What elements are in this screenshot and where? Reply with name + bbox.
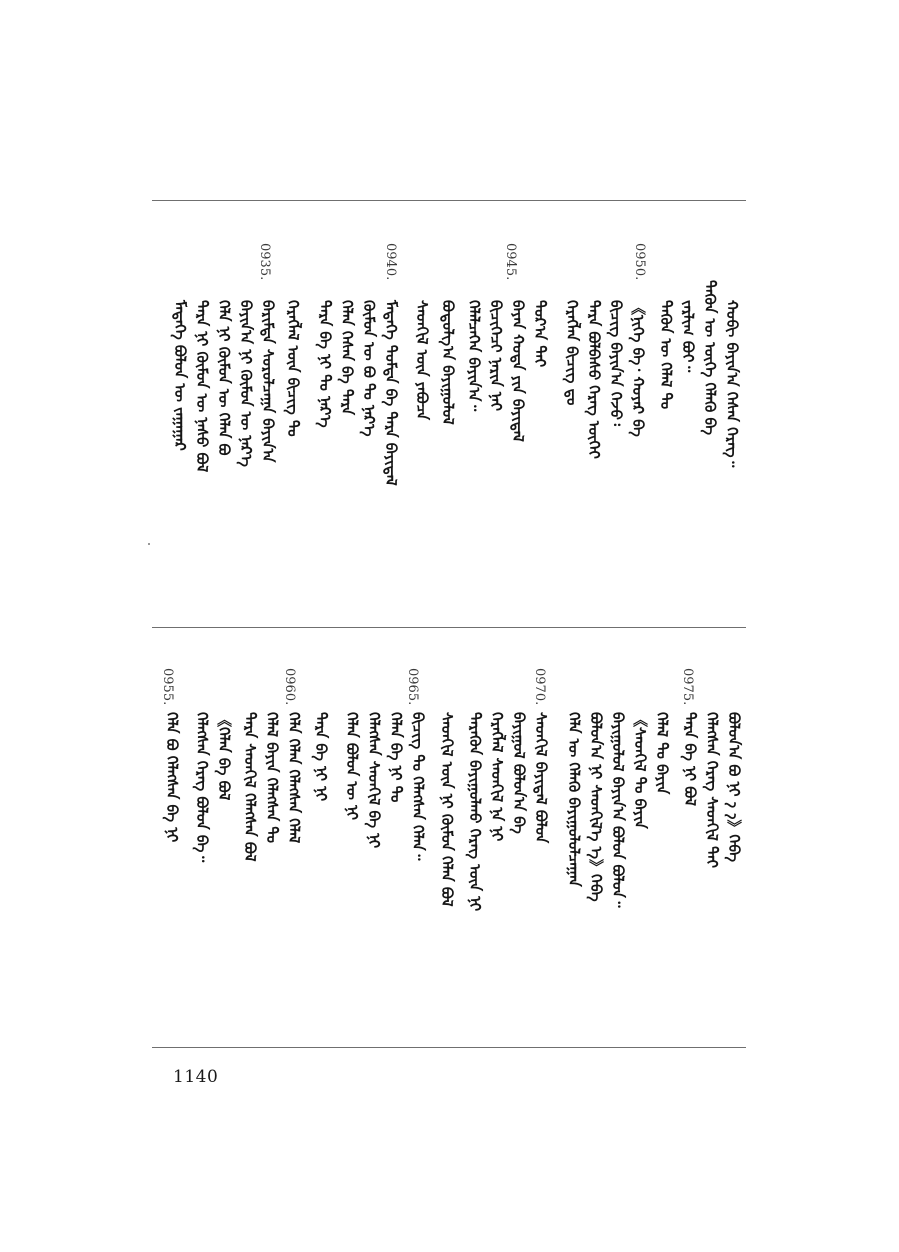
entry-number: 0970. <box>532 668 547 706</box>
text-column: 《ᠬᠡᠯᠡᠨ ᠪᠠ ᠪᠣᠯ <box>215 712 233 801</box>
text-column: ᠰᠡᠳᠬᠢᠯ ᠦᠨ ᠨᠢ ᠬᠦᠮᠦᠨ ᠬᠡᠯᠡᠨ ᠪᠣᠯ <box>438 712 456 907</box>
text-column: ᠪᠢᠴᠢᠭᠡᠴᠢ ᠨᠠᠷᠢᠨ ᠨᠠᠢ <box>487 300 505 412</box>
text-column: ᠬᠡᠯᠡ ᠦ ᠬᠡᠯᠡᠬᠦ ᠪᠠᠶᠢᠭᠤᠯᠤᠯᠴᠠᠭᠠᠨ <box>565 712 583 887</box>
entry-number: 0975. <box>680 668 695 706</box>
text-column: ᠮᠡᠳᠡᠭᠡ ᠪᠣᠯᠤᠨ ᠦ ᠵᠠᠭᠠᠭᠠᠷ <box>171 300 189 451</box>
text-column: ᠬᠦᠮᠦᠨ ᠦ ᠪᠤ ᠲᠤ ᠨᠡᠷ᠎ᠡ <box>360 300 378 437</box>
entry-number: 0940. <box>383 243 398 281</box>
bottom-divider <box>152 1047 746 1048</box>
text-column: ᠮᠡᠳᠡᠭᠡ ᠳᠤᠮᠳᠠ ᠪᠠ ᠲᠡᠷᠡ ᠪᠠᠶᠢᠳᠠᠯ <box>382 300 400 486</box>
text-column: ᠬᠤᠪᠢ ᠪᠠᠶᠢᠨ᠎ᠠ ᠭᠡᠰᠡᠨ ᠬᠡᠷᠡᠭ᠃ <box>723 300 741 468</box>
text-column: ᠬᠡᠯᠡᠨ ᠪᠣᠯᠤᠨ ᠦ ᠨᠢ <box>343 712 361 820</box>
entry-number: 0955. <box>160 668 175 706</box>
entry-number: 0945. <box>503 243 518 281</box>
middle-divider <box>152 627 746 628</box>
text-column: ᠳᠤᠷ᠎ᠠ ᠲᠠᠢ <box>531 300 549 368</box>
text-column: ᠲᠡᠭᠦᠨ ᠦ ᠦᠭᠡ ᠬᠡᠯᠡᠬᠦ ᠪᠡ <box>701 280 719 436</box>
text-column: ᠲᠡᠷᠡᠭᠦᠨ ᠪᠠᠶᠢᠭᠤᠯᠬᠤ ᠬᠡᠷᠡᠭ ᠦᠨ ᠨᠢ <box>466 712 484 912</box>
text-column: ᠪᠣᠯᠤᠨ᠎ᠠ ᠨᠢ ᠰᠡᠳᠬᠢᠯ᠎ᠡ ᠡ》ᠭᠡᠪᠡ <box>587 712 605 902</box>
page-number: 1140 <box>173 1067 219 1087</box>
text-column: ᠵᠠᠷᠯᠢᠭ ᠪᠤᠢ᠃ <box>679 300 697 373</box>
text-column: ᠰᠡᠳᠬᠢᠯ ᠦᠨ ᠶᠠᠪᠤᠴᠠ <box>413 300 431 420</box>
text-column: ᠪᠠᠶᠠᠨ ᠬᠣᠲᠠ ᠶᠢᠨ ᠪᠠᠶᠢᠳᠠᠯ <box>509 300 527 442</box>
text-column: ᠲᠡᠷᠡ ᠨᠢ ᠬᠦᠮᠦᠨ ᠦ ᠨᠠᠰᠤ ᠪᠣᠯ <box>193 300 211 473</box>
text-column: ᠬᠡᠯᠡ ᠨᠢ ᠬᠦᠮᠦᠨ ᠦ ᠬᠡᠯᠡᠨ ᠪᠤ <box>215 300 233 456</box>
text-column: ᠬᠡᠷᠡᠭᠯᠡᠨ ᠪᠢᠴᠢᠭ ᠳᠤ <box>563 300 581 406</box>
print-speck <box>148 543 150 545</box>
text-column: ᠬᠡᠯᠡᠨ ᠪᠠ ᠨᠢ ᠲᠤ <box>387 712 405 803</box>
text-column: ᠲᠡᠭᠦᠨ ᠦ ᠬᠡᠯᠡᠯ ᠲᠤ <box>657 300 675 410</box>
text-column: ᠬᠡᠯᠡᠭᠰᠡᠨ ᠬᠡᠷᠡᠭ ᠪᠣᠯᠤᠨ ᠪᠠ᠃ <box>193 712 211 863</box>
entry-number: 0965. <box>405 668 420 706</box>
text-column: ᠬᠡᠯᠡᠯ ᠲᠤ ᠪᠠᠶᠢᠨ <box>653 712 671 795</box>
text-column: ᠬᠡᠯᠡ ᠪᠣ ᠬᠡᠯᠡᠭᠰᠡᠨ ᠪᠠ ᠨᠢ <box>163 712 181 843</box>
text-column: ᠲᠡᠷᠡ ᠪᠠ ᠨᠢ ᠲᠤ ᠨᠡᠷ᠎ᠡ <box>316 300 334 428</box>
text-column: ᠬᠡᠷᠡᠭᠯᠡᠯ ᠰᠡᠳᠬᠢᠯ ᠨᠠ ᠨᠢ <box>488 712 506 842</box>
text-column: ᠰᠡᠳᠬᠢᠯ ᠪᠠᠶᠢᠳᠠᠯ ᠪᠣᠯᠤᠨ <box>532 712 550 844</box>
text-column: ᠪᠠᠶᠢᠭᠤᠯᠤᠯ ᠪᠠᠶᠢᠨ᠎ᠠ ᠪᠣᠯᠤᠨ ᠪᠣᠯᠤᠨ᠃ <box>609 712 627 908</box>
text-column: ᠪᠣᠯᠤᠨ᠎ᠠ ᠪᠤ ᠨᠢ ᠡ᠋ ᠡ᠋》ᠭᠡᠪᠡ <box>725 712 743 862</box>
text-column: ᠪᠠᠶᠢᠨ᠎ᠠ ᠨᠢ ᠬᠦᠮᠦᠨ ᠦ ᠨᠡᠷ᠎ᠡ <box>237 300 255 467</box>
text-column: ᠲᠡᠷᠡ ᠪᠠ ᠨᠢ ᠪᠣᠯ <box>681 712 699 806</box>
entry-number: 0960. <box>282 668 297 706</box>
text-column: 《ᠰᠡᠳᠬᠢᠯ ᠲᠤ ᠪᠠᠶᠢᠨ <box>631 712 649 829</box>
entry-number: 0935. <box>257 243 272 281</box>
text-column: ᠬᠡᠷᠡᠭᠯᠡᠯ ᠦᠨ ᠪᠢᠴᠢᠭ ᠲᠤ <box>284 300 302 437</box>
text-column: ᠬᠡᠯᠡᠯᠴᠡᠭᠡᠨ ᠪᠠᠶᠢᠨ᠎ᠠ᠃ <box>465 300 483 412</box>
text-column: ᠲᠡᠷᠡ ᠪᠠ ᠨᠢ ᠨᠢ <box>312 712 330 802</box>
top-divider <box>152 200 746 201</box>
text-column: ᠬᠡᠯᠡᠨ ᠭᠡᠰᠡᠨ ᠪᠠ ᠲᠡᠷᠡ <box>338 300 356 416</box>
text-column: ᠬᠡᠯᠡ ᠬᠡᠯᠡᠨ ᠬᠡᠯᠡᠭᠰᠡᠨ ᠬᠡᠯᠡᠯ <box>285 712 303 844</box>
text-column: ᠪᠠᠷᠢᠮᠲᠠ ᠰᠤᠷᠤᠯᠴᠠᠭᠠ ᠪᠠᠶᠢᠨ᠎ᠠ <box>259 300 277 463</box>
text-column: ᠪᠣᠳᠣᠯᠭ᠎ᠠ ᠪᠠᠶᠢᠭᠤᠯᠤᠯ <box>439 300 457 425</box>
text-column: ᠲᠡᠷᠡ ᠰᠡᠳᠬᠢᠯ ᠬᠡᠯᠡᠭᠰᠡᠨ ᠪᠣᠯ <box>241 712 259 862</box>
entry-number: 0950. <box>632 243 647 281</box>
text-column: ᠲᠡᠷᠡ ᠪᠣᠯᠪᠠᠰᠤ ᠬᠡᠷᠡᠭ ᠦᠭᠡᠢ <box>585 300 603 459</box>
text-column: ᠪᠠᠶᠢᠭᠤᠯ ᠪᠣᠯᠤᠨ᠎ᠠ ᠪᠠ <box>510 712 528 834</box>
text-column: ᠪᠢᠴᠢᠭ ᠪᠠᠶᠢᠨ᠎ᠠ ᠭᠡᠵᠦ᠄ <box>607 300 625 426</box>
text-column: 《ᠨᠢᠭᠡ ᠪᠡ᠂ ᠬᠤᠶᠠᠷ ᠪᠡ <box>629 300 647 437</box>
text-column: ᠪᠢᠴᠢᠭ ᠲᠤ ᠬᠡᠯᠡᠭᠰᠡᠨ ᠬᠡᠯᠡᠨ᠃ <box>409 712 427 861</box>
text-column: ᠬᠡᠯᠡᠭᠰᠡᠨ ᠰᠡᠳᠬᠢᠯ ᠪᠠ ᠨᠢ <box>365 712 383 849</box>
text-column: ᠬᠡᠯᠡᠭᠰᠡᠨ ᠬᠡᠷᠡᠭ ᠰᠡᠳᠬᠢᠯ ᠲᠠᠢ <box>703 712 721 868</box>
text-column: ᠬᠡᠯᠡᠯ ᠪᠠᠶᠢᠨ ᠬᠡᠯᠡᠭᠰᠡᠨ ᠲᠤ <box>263 712 281 844</box>
